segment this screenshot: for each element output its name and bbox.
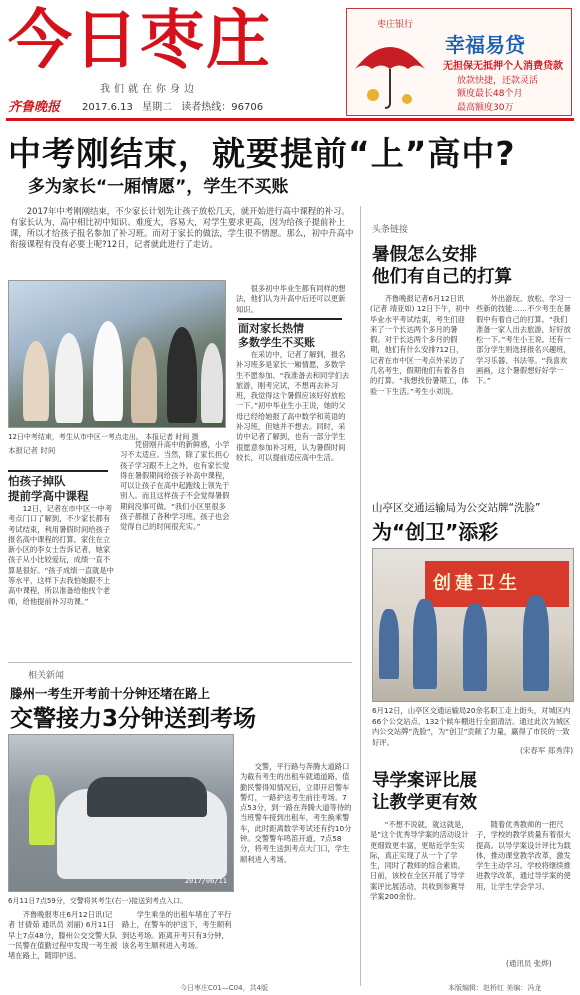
section-title-worry (8, 470, 108, 504)
page-footer-info: 今日枣庄C01—C04，共4版 (180, 984, 269, 992)
police-escort-kicker: 滕州一考生开考前十分钟还堵在路上 (10, 686, 211, 701)
main-subhead: 多为家长“一厢情愿”，学生不买账 (28, 177, 289, 197)
main-column-2: 凭借刚升高中的新鲜感，小学习不太适应。当然，除了家长担心孩子学习跟不上之外，也有家长觉得在暑假期间给孩子补高中课程，可以让孩子在高中起跑线上领先于别人。而且这样孩子不会觉得暑假期间没事可做。“我们小区里很多孩子都报了各种学习班，孩子也会觉得自己的时间很充实。” (120, 440, 230, 532)
reader-hotline: 读者热线：96706 (181, 102, 264, 113)
lesson-plan-headline (372, 770, 477, 814)
bank-advertisement[interactable] (346, 8, 572, 116)
ad-line-2: 放款快捷，还款灵活 (457, 76, 539, 86)
lesson-plan-column-1: “不想不说就，就这就是，是”这个优秀导学案的活动设计更细致更丰富，更贴近学生实际，真正实现了从一个了学生，同时了教师的综合素质。日前，该校在全区开展了导学案评比展活动，共收到参赛导学案200余份。 (370, 820, 469, 902)
bus-stop-cleaning-photo (372, 548, 574, 702)
lesson-plan-column-2: 随着优秀教师的一把尺子，学校的教学质量有着很大提高。以导学案设计评比为载体，推动课堂教学改革，激发学生主动学习。学校将继续推进教学改革，通过导学案的使用，让学生学会学习。 (476, 820, 571, 891)
police-escort-headline: 交警接力3分钟送到考场 (10, 706, 257, 732)
masthead-title: 今日枣庄 (8, 3, 272, 78)
section-title-line: 多数学生不买账 (238, 336, 315, 349)
police-escort-column-1: 齐鲁晚报枣庄6月12日讯(记者 甘倩茹 通讯员 刘丽) 6月11日早上7点48分，滕州公交交警大队一民警在值勤过程中发现一考生被堵在路上，随即护送。 (8, 910, 118, 961)
exam-crowd-photo (8, 280, 226, 428)
main-column-3: 很多初中毕业生都有同样的想法，他们认为升高中后还可以更新知识。 (236, 284, 346, 314)
main-headline: 中考刚结束，就要提前“上”高中? (8, 134, 516, 173)
summer-plans-column-1: 齐鲁晚报记者6月12日讯(记者 靖亚如) 12日下午，初中毕业水平考试结束，考生们迎来了一个长达两个多月的暑假。对于长达两个多月的假期，他们有什么安排?12日，记者在市中区一考点外采访了几名考生，假期他们有着各自的打算。“我想找份暑期工，体验一下生活。”考生小刘说。 (370, 294, 470, 396)
masthead-divider (6, 118, 574, 121)
headline-line: 他们有自己的打算 (372, 267, 512, 287)
umbrella-icon (353, 29, 427, 109)
lesson-plan-credit: (通讯员 张烨) (506, 959, 552, 968)
main-column-4: 在采访中，记者了解到，报名补习班多是家长一厢情愿，多数学生不愿参加。“我准备去和同学们去旅游，刚考完试，不想再去补习班，我觉得这个暑假应该好好放松一下。”初中毕业生小王说，她的父母已经给她报了高中数学和英语的补习班，但她并不想去。同时，采访中记者了解到，也有一部分学生很愿意参加补习班，认为暑假时间较长，可以提前适应高中生活。 (236, 350, 350, 462)
column-divider (360, 206, 361, 986)
main-column-1: 12日，记者在市中区一中考考点门口了解到，不少家长都有考试结束，利用暑假时间给孩子报名高中课程的打算。家住在立新小区的李女士告诉记者，她家孩子从小比较爱玩，成绩一直不算是很好。“孩子成绩一直就是中等水平，这样下去我怕她跟不上高中课程，所以准备给他找个老师，给他提前补习功课。” (8, 504, 114, 606)
section-title-line: 怕孩子掉队 (8, 474, 66, 488)
police-escort-column-3: 交警，平行路与奔腾大道路口为截有考生的出租车就通道路，值勤民警得知情况后，立即开启警车警灯，一路护送考生前往考场。7点53分，到一路在奔腾大道等待的当班警车接到出租车，考生换乘警车，此时距离数学考试还有约10分钟。交警警车鸣笛开道，7点58分，将考生送到考点大门口，学生顺利进入考场。 (240, 762, 352, 864)
section-divider (8, 662, 352, 663)
masthead-slogan: 我们就在你身边 (100, 84, 198, 95)
ad-line-3: 额度最长48个月 (457, 89, 523, 99)
main-byline: 本报记者 时间 (8, 446, 56, 455)
issue-weekday: 星期二 (142, 102, 173, 113)
main-lede: 2017年中考刚刚结束，不少家长计划先让孩子放松几天，就开始进行高中课程的补习。有家长认为，高中相比初中知识、难度大，容易大，对学生要求更高，因为给孩子提前补上课，所以才给孩子报名参加了补习班。而对于家长的做法，学生很不情愿。那么，初中升高中衔接课程有没有必要上呢?12日，记者就此进行了走访。 (10, 206, 354, 249)
section-title-line: 提前学高中课程 (8, 489, 89, 503)
ad-product-name: 幸福易贷 (445, 33, 525, 57)
police-escort-column-2: 学生乘坐的出租车堵在了平行路上，在警车的护送下，考生顺利到达考场。距离开考只有3分钟，该名考生顺利进入考场。 (122, 910, 232, 950)
bus-stop-kicker: 山亭区交通运输局为公交站牌“洗脸” (372, 502, 541, 514)
bus-stop-credit: (宋春军 郑秀萍) (520, 746, 574, 755)
summer-plans-headline (372, 244, 512, 288)
ad-bank-name: 枣庄银行 (377, 20, 414, 30)
issue-date: 2017.6.13 (82, 102, 133, 113)
police-escort-photo (8, 734, 234, 892)
ad-line-1: 无担保无抵押个人消费贷款 (443, 61, 563, 72)
page-footer-editors: 本版编辑：赵桥红 美编：冯龙 (448, 984, 542, 992)
bus-stop-caption: 6月12日，山亭区交通运输局20余名职工走上街头，对城区内66个公交站点、132个候车棚进行全面清洁。通过此次为城区内公交站牌“洗脸”，为“创卫”贡献了力量，赢得了市民的一致好评。 (372, 706, 571, 747)
section-title-students (238, 318, 342, 350)
masthead-brand: 齐鲁晚报 (8, 100, 61, 115)
headline-line: 导学案评比展 (372, 771, 477, 791)
summer-plans-column-2: 外出游玩、放松、学习一些新的技能……不少考生在暑假中有着自己的打算。“我们准备一家人出去旅游，好好放松一下。”考生小王说。还有一部分学生则选择报名兴趣班，学习乐器、书法等。“我喜欢画画，这个暑假想好好学一下。” (476, 294, 571, 386)
photo-caption: 12日中考结束，考生从市中区一考点走出。 本报记者 时间 摄 (8, 433, 199, 441)
masthead-meta (82, 98, 269, 113)
headline-line: 暑假怎么安排 (372, 245, 477, 265)
police-escort-caption: 6月11日7点59分，交警将其考生(右一)接送到考点入口。 (8, 897, 188, 905)
section-title-line: 面对家长热情 (238, 322, 304, 335)
photo-timestamp: 2017/06/11 (184, 877, 227, 885)
ad-line-4: 最高额度30万 (457, 103, 514, 113)
section-tag: 头条链接 (372, 225, 409, 235)
section-tag: 相关新闻 (28, 671, 65, 681)
bus-stop-headline: 为“创卫”添彩 (372, 520, 499, 544)
banner-board: 创建卫生 (425, 561, 569, 607)
headline-line: 让教学更有效 (372, 793, 477, 813)
